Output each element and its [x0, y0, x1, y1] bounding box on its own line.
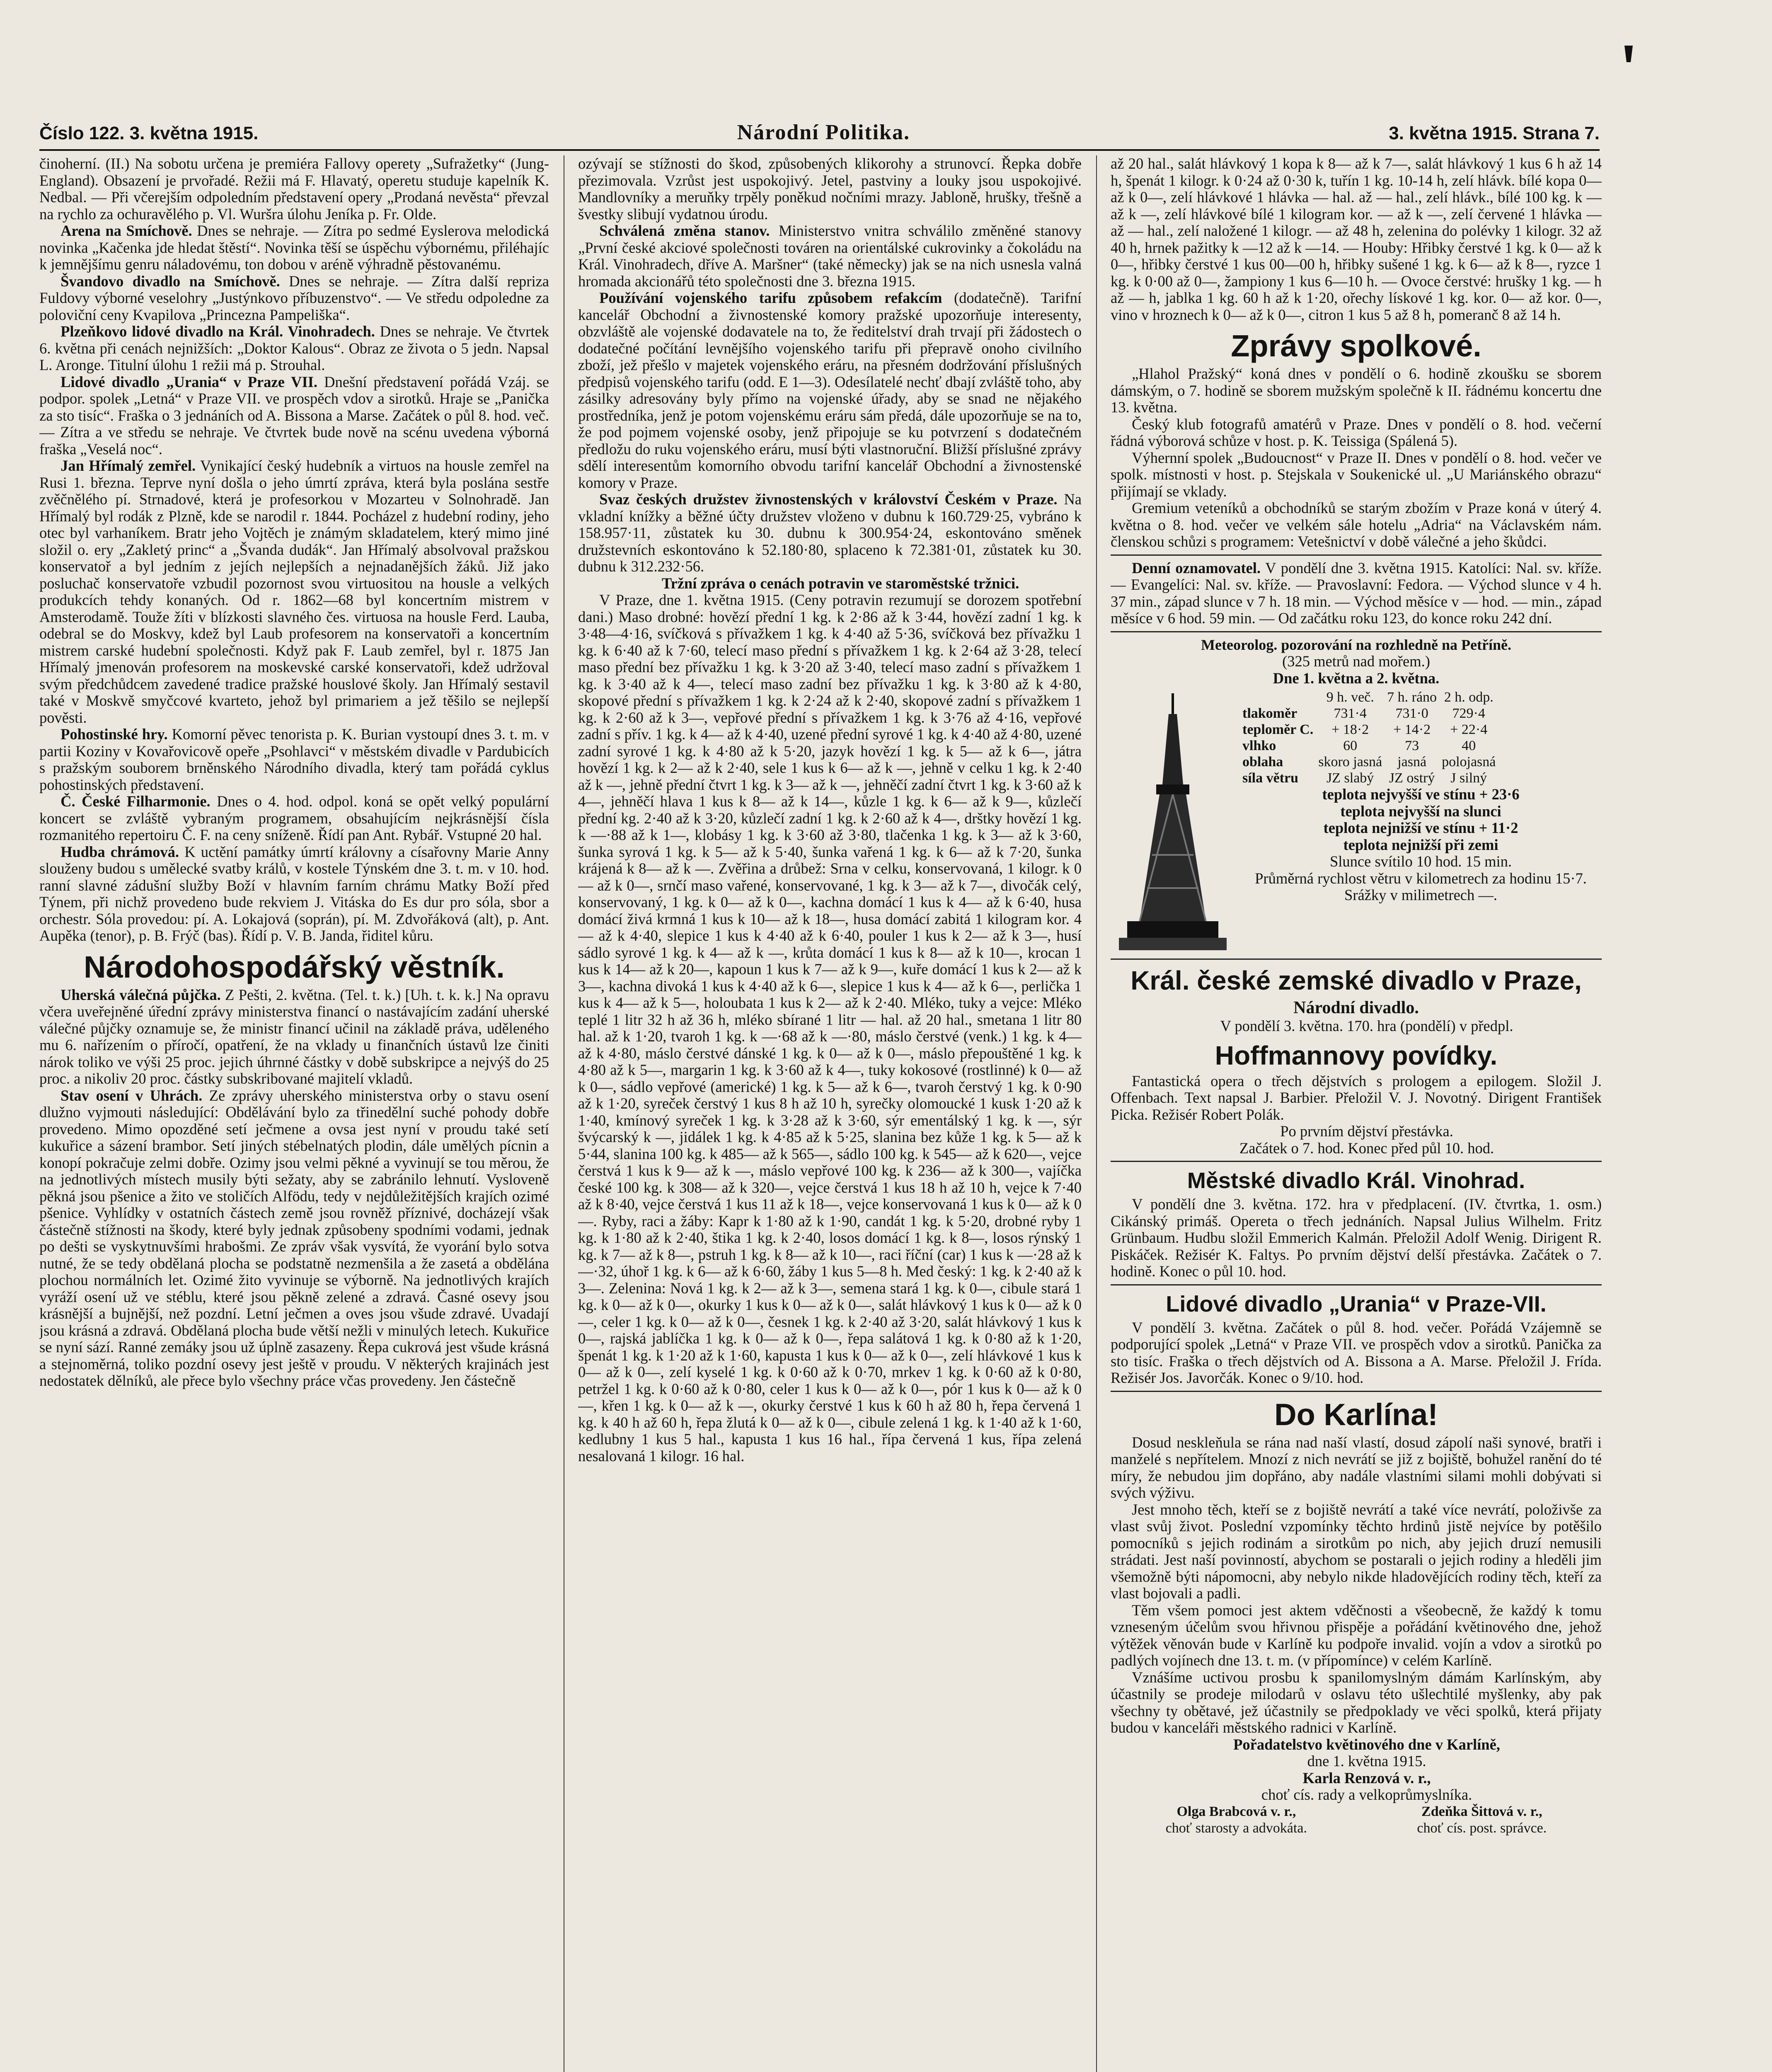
article-heading: Používání vojenského tarifu způsobem refakcím	[599, 289, 942, 306]
meteo-row	[1240, 705, 1498, 721]
meteo-label: vlhko	[1242, 738, 1276, 753]
meteo-label: oblaha	[1242, 754, 1283, 770]
theatre-line: Po prvním dějství přestávka.	[1280, 1123, 1453, 1140]
article-heading: Tržní zpráva o cenách potravin ve staroměstské tržnici.	[661, 574, 1019, 592]
meteo-notes	[1240, 786, 1602, 904]
article-paragraph	[39, 793, 549, 844]
meteo-value: JZ ostrý	[1389, 770, 1435, 786]
meteo-label: síla větru	[1242, 770, 1299, 786]
theatre-title: Městské divadlo Král. Vinohrad.	[1187, 1168, 1525, 1193]
article-paragraph	[39, 844, 549, 944]
article-text: K uctění památky úmrtí královny a císařovny Marie Anny slouženy budou s umělecké svatby králů, v kostele Týnském dne 3. t. m. v 10. hod. ranní slavné zádušní služby Boží v hlavním farním chrámu Matky Boží před Týnem, při nichž provedeno bude rekviem J. Vitáska do Es dur pro sóla, sbor a orchestr. Sóla provedou: pí. A. Lokajová (soprán), pí. M. Zdvořáková (alt), p. Ant. Aupěka (tenor), p. B. Frýč (bas). Řídí p. V. B. Janda, řiditel kůru.	[39, 843, 549, 944]
masthead-title: Národní Politika.	[737, 121, 910, 144]
column-rule	[1096, 155, 1097, 2072]
appeal-paragraph: Vznášíme uctivou prosbu k spanilomyslným dámám Karlínským, aby účastnily se prodeje milodarů v oslavu této ušlechtilé myšlenky, aby pak všechny ty obětavé, jež účastnily se předpoklady ve věci spolků, která přijaty budou v kanceláři městského radnici v Karlíně.	[1111, 1668, 1602, 1736]
article-heading: Hudba chrámová.	[61, 843, 179, 860]
meteo-value: polojasná	[1442, 754, 1496, 770]
appeal-paragraph: Těm všem pomoci jest aktem vděčnosti a všeobecně, že každý k tomu vzneseným účelům svou hřivnou přispěje a pořádání květinového dne, jehož výtěžek věnován bude v Karlíně ku podpoře invalid. vojín a vdov a sirotků po padlých vojínech dne 13. t. m. (v přípomínce) v celém Karlíně.	[1111, 1601, 1602, 1669]
meteo-row	[1240, 721, 1498, 738]
article-text: Dnes o 4. hod. odpol. koná se opět velký populární koncert se zvláště vybraným programem, obsahujícím nejkrásnější čísla rozmanitého repertoiru Č. F. na ceny sníženě. Řídí pan Ant. Rybář. Vstupné 20 hal.	[39, 793, 549, 843]
meteo-col-header: 7 h. ráno	[1387, 690, 1437, 705]
article-heading: Svaz českých družstev živnostenských v království Českém v Praze.	[599, 491, 1058, 508]
meteo-line: teplota nejnižší ve stínu + 11·2	[1323, 819, 1518, 836]
theatre-line: Začátek o 7. hod. Konec před půl 10. hod.	[1239, 1139, 1494, 1157]
signature-heading: Pořadatelstvo květinového dne v Karlíně,	[1233, 1736, 1500, 1753]
meteo-value: + 22·4	[1450, 722, 1488, 737]
meteo-title: Meteorolog. pozorování na rozhledně na Petříně.	[1201, 636, 1511, 653]
signature-name: Olga Brabcová v. r.,	[1176, 1803, 1296, 1819]
signature-block	[1166, 1803, 1307, 1837]
meteo-col-header: 2 h. odp.	[1444, 690, 1494, 705]
article-heading: Č. České Filharmonie.	[61, 793, 211, 810]
meteo-value: + 18·2	[1331, 722, 1369, 737]
market-report: V Praze, dne 1. května 1915. (Ceny potravin rezumují se dorozem spotřební dani.) Maso drobné: hovězí přední 1 kg. k 2·86 až k 3·44, hovězí zadní 1 kg. k 3·48—4·16, svíčková s přívažkem 1 kg. k 4·40 až 5·36, svíčková bez přívažku 1 kg. k 6·40 až k 7·60, telecí maso přední s přívažkem 1 kg. k 2·64 až 3·28, telecí maso přední bez přívažku 1 kg. k 3·20 až 3·40, telecí maso zadní s přívažkem 1 kg. k 3·40 až k 4—, telecí maso zadní bez přívažku 1 kg. k 3·80 až k 4·80, skopové přední s přívažkem 1 kg. k 2·24 až k 2·40, skopové zadní s přívažkem 1 kg. k 2·60 až k 3—, vepřové přední s přívažkem 1 kg. k 3·76 až 4·16, vepřové zadní s přív. 1 kg. k 4— až k 4·40, uzené přední syrové 1 kg. k 4·40 až 4·80, uzené zadní syrové 1 kg. k 4·80 až k 5·20, jazyk hovězí 1 kg. k 5— až k 6—, játra hovězí 1 kg. k 2— až k 2·40, sele 1 kus k 6— až k —, jehně v celku 1 kg. k 2·40 až k —, jehně přední čtvrt 1 kg. k 3— až k —, jehněčí zadní čtvrt 1 kg. k 3·60 až k 4—, jehněčí hlava 1 kus k 8— až k 14—, kůzle 1 kg. k 6— až k 9—, kůzlečí přední kg. 2·40 až k 3·20, kůzlečí zadní 1 kg. k 2·60 až k 4—, drštky hovězí 1 kg. k —·88 až k 1—, klobásy 1 kg. k 3·60 až 3·80, tlačenka 1 kg. k 3— až k 3·60, šunka syrová 1 kg. k 5— až k 5·40, šunka vařená 1 kg. k 6— až k 7·20, šunka krájená k 8— až k —. Zvěřina a drůbež: Srna v celku, konservovaná, 1 kilogr. k 0— až k 0—, srnčí maso vařené, konservované, 1 kg. k 3— až k 7—, divočák celý, konservovaný, 1 kg. k 0— až k 0—, kachna domácí 1 kus k 4— až k 6·40, husa domácí živá krmná 1 kus k 10— až k 18—, husa domácí zabitá 1 kilogram kor. 4— až k 4·40, slepice 1 kus k 4·40 až k 6·40, pouler 1 kus k 2— až k 3—, husí sádlo syrové 1 kg. k 4— až k —, krůta domácí 1 kus k 8— až k 10—, krocan 1 kus k 14— až k 20—, kapoun 1 kus k 7— až k 9—, kuře domácí 1 kus k 2— až k 3—, kachna divoká 1 kus k 4·40 až k 6—, slepice 1 kus k 4— až k 6—, perlička 1 kus k 4— až k 5—, holoubata 1 kus k 2— až k 2·40. Mléko, tuky a vejce: Mléko teplé 1 litr 32 h až 36 h, mléko sbírané 1 litr — hal. až 20 hal., smetana 1 litr 80 hal. až k 1·20, tvaroh 1 kg. k —·68 až k —·80, máslo čerstvé (venk.) 1 kg. k 4— až k 4·80, máslo čerstvé dánské 1 kg. k 0— až k 0—, máslo přepouštěné 1 kg. k 4·80 až k 5—, margarin 1 kg. k 3·60 až k 4—, tuky kokosové (rostlinné) k 0— až k 0—, sádlo vepřové (americké) 1 kg. k 5— až k 6—, tvaroh čerstvý 1 kg. k 0·90 až k 1·20, syreček čerstvý 1 kus 8 h až 10 h, syrečky olomoucké 1 kusk 1·20 až k 1·40, kmínový syreček 1 kg. k 3·28 až k 3·60, sýr ementálský 1 kg. k —, sýr švýcarský k —, jidálek 1 kg. k 4·85 až k 5·25, slanina bez kůže 1 kg. k 5— až k 5·44, slanina 100 kg. k 485— až k 565—, sádlo 100 kg. k 545— až k 620—, vejce čerstvá 1 kus k 9— až k —, máslo vepřové 100 kg. k 236— až k 300—, vajíčka české 100 kg. k 308— až k 320—, vejce čerstvá 1 kus 18 h až 10 h, vejce k 7·40 až k 8·40, vejce čerstvá 1 kus 11 až k 18—, vejce konservovaná 1 kus k 0— až k 0—. Ryby, raci a žáby: Kapr k 1·80 až k 1·90, candát 1 kg. k 5·20, drobné ryby 1 kg. k 1·80 až k 2·40, štika 1 kg. k 2·40, losos domácí 1 kg. k 8—, losos rýnský 1 kg. k 7— až k 8—, pstruh 1 kg. k 8— až k 10—, raci říční (car) 1 kus k —·28 až k —·32, úhoř 1 kg. k 6— až k 6·60, žáby 1 kus 5—8 h. Med český: 1 kg. k 2·40 až k 3—. Zelenina: Nová 1 kg. k 2— až k 3—, semena stará 1 kg. k 0—, cibule stará 1 kg. k 0— až k 0—, okurky 1 kus k 0— až k 0—, salát hlávkový 1 kus k 0— až k 0—, celer 1 kg. k 0— až k 0—, česnek 1 kg. k 2·40 až 3·20, salát hlávkový 1 kus k 0—, rajská jablíčka 1 kg. k 0— až k 0—, řepa salátová 1 kg. k 0·80 až k 1·20, špenát 1 kg. k 1·20 až k 1·60, kapusta 1 kus k 0— až k 0—, zelí hlávkové 1 kus k 0— až k 0—, zelí kyselé 1 kg. k 0·60 až k 0·70, mrkev 1 kg. k 0·60 až k 0·80, petržel 1 kg. k 0·60 až k 0·80, celer 1 kus k 0— až k 0—, pór 1 kus k 0— až k 0—, křen 1 kg. k 0— až k —, okurky čerstvé 1 kus k 60 h až 80 h, řepa červená 1 kg. k 40 h až 60 h, řepa žlutá k 0— až k 0—, cibule zelená 1 kg. k 1·40 až k 1·60, kedlubny 1 kus 5 hal., kapusta 1 kus 16 hal., řípa červená 1 kus, řípa zelená nesalovaná 1 kilogr. 16 hal.	[578, 591, 1082, 1464]
article-text: Ze zprávy uherského ministerstva orby o stavu osení dlužno vyjmouti následující: Obdělávání bylo za třinedělní suché pohody dobře provedeno. Mimo opozděné setí ječmene a ovsa jest nyní v proudu také setí kukuřice a sázení brambor. Setí jiných stébelnatých plodin, dále umělých pícnin a konopí pokračuje zelmi dobře. Ozimy jsou velmi pěkné a vyvinují se tou měrou, že na jednotlivých místech musily býti sežaty, aby se zabránilo lehnutí. Vysloveně pěkná jsou pšenice a žito ve stoličích Alfödu, tedy v nejdůležitějších krajích ozimé pšenice. Vyhlídky v ostatních částech země jsou rovněž příznivé, docházejí však částečně stížnosti na škody, které byly jednak způsobeny spodními vodami, jednak po dešti se vyskytnuvšími hrabošmi. Ze zpráv však vysvítá, že vyorání bylo sotva nutné, že se tedy obdělaná plocha se podstatně nezmenšila a že zasetá a obdělána plochou normálních let. Ozimé žito vyvinuje se výborně. Na jednotlivých krajích vyráží osení už ve stéblu, které jsou pěkně zelené a zdravá. Časné osevy jsou krásnější a bujnější, než pozdní. Letní ječmen a oves jsou všude zdravé. Uvadají jsou krásná a zdravá. Obdělaná plocha bude větší nežli v minulých letech. Kukuřice se nyní sází. Ranné zemáky jsou už úplně zasazeny. Řepa cukrová jest všude krásná a stejnoměrná, toliko pozdní osevy jest ještě v proudu. V některých krajinách jest nedostatek dělníků, ale přece bylo všechny práce včas provedeny. Jen částečně	[39, 1087, 549, 1389]
theatre-title: Král. české zemské divadlo v Praze,	[1130, 966, 1582, 995]
divider	[1111, 1161, 1602, 1162]
appeal-paragraph: Jest mnoho těch, kteří se z bojiště nevrátí a také více nevrátí, položivše za vlast svůj život. Poslední vzpomínky těchto hrdinů jistě nejvíce by potěšilo pomocníků s jejich rodinám a sirotkům po nich, aby jejich druzí nemusili strádati. Jest naší povinností, abychom se postarali o jejich rodiny a hleděli jim všemožně býti nápomocni, aby nebylo nikde hladovějících rodiny těch, kteří za vlast bojovali a padli.	[1111, 1501, 1602, 1602]
signature-date: dne 1. května 1915.	[1307, 1752, 1426, 1769]
meteo-line: Slunce svítilo 10 hod. 15 min.	[1329, 853, 1512, 870]
article-paragraph	[39, 987, 549, 1087]
article-paragraph	[39, 374, 549, 458]
column-2	[578, 155, 1082, 2072]
meteo-table	[1240, 689, 1498, 786]
meteo-line: teplota nejvyšší ve stínu + 23·6	[1322, 786, 1520, 803]
article-paragraph	[578, 491, 1082, 575]
meteo-row	[1240, 770, 1498, 786]
article-heading: Jan Hřímalý zemřel.	[61, 457, 196, 474]
article-text: Vynikající český hudebník a virtuos na housle zemřel na Rusi 1. března. Teprve nyní došla o jeho úmrtí zpráva, která byla poslána sestře zvěčnělého pí. Strnadové, která je profesorkou v Mozarteu v Solnohradě. Jan Hřímalý byl rodák z Plzně, kde se narodil r. 1844. Pocházel z hudební rodiny, jeho otec byl varhaníkem. Bratr jeho Vojtěch je známým skladatelem, který mimo jiné složil o. ery „Zakletý princ“ a „Švanda dudák“. Jan Hřímalý absolvoval pražskou konservatoř a byl jedním z jejích nejlepších a nejnadanějších žáků. Již jako posluchač konservatoře vzbudil pozornost svou virtuositou na housle a velkých produkcích tehdy konaných. Od r. 1862—68 byl koncertním mistrem v Amsterodamě. Touže žíti v blízkosti slavného čes. virtuosa na housle Ferd. Lauba, odebral se do Moskvy, kdež byl Laub profesorem na konservatoři a koncertním mistrem carské hudební společnosti. Když pak F. Laub zemřel, byl r. 1875 Jan Hřímalý jmenován profesorem na moskevské carské konservatoři, kdež udržoval svým předchůdcem zavedené tradice pražské houslové školy. Jan Hřímalý sestavil také v Moskvě smyčcové kvarteto, jehož byl primariem a jež těšilo se nejlepší pověsti.	[39, 457, 549, 726]
play-title: Hoffmannovy povídky.	[1215, 1040, 1498, 1070]
article-text: Ministerstvo vnitra schválilo změněné stanovy „První české akciové společnosti továren na orientálské cukrovinky a čokoládu na Král. Vinohradech, dříve A. Maršner“ (také německy) jak se na nich usnesla valná hromada akcionářů této společnosti dne 3. března 1915.	[578, 222, 1082, 290]
signature-name: Zdeňka Šittová v. r.,	[1421, 1803, 1542, 1819]
divider	[1111, 554, 1602, 556]
article-text: (dodatečně). Tarifní kancelář Obchodní a živnostenské komory pražské upozorňuje interesenty, obzvláště ale vojenské dodavatele na to, že ředitelství drah trvají při žádostech o dodatečné počítání levnějšího vojenského tarifu při přepravě onoho civilního zboží, jež přešlo v majetek vojenského eráru, na přesném dodržování příslušných předpisů vojenského tarifu (odd. E 1—3). Odesílatelé nechť dbají zvláště toho, aby zásilky adresovány byly přímo na vojenské úřady, aby se snad ne nějakého prostředníka, jenž je potom vojenskému eráru sám předá, dále upozorňuje se na to, že pod pojmem vojenské osoby, jenž připojuje se ku potvrzení s dodatečném předložu do ruku vojenského eráru, musí býti vlastnoruční. Bližší příslušné zprávy sdělí interesentům komorního obvodu tarifní kancelář Obchodní a živnostenské komory v Praze.	[578, 289, 1082, 491]
meteo-label: teploměr C.	[1242, 722, 1314, 737]
divider	[1111, 959, 1602, 960]
theatre-text: Fantastická opera o třech dějstvích s prologem a epilogem. Složil J. Offenbach. Text napsal J. Barbier. Přeložil V. J. Novotný. Dirigent František Picka. Režisér Robert Polák.	[1111, 1072, 1602, 1123]
meteo-block	[1111, 689, 1602, 954]
article-heading: Lidové divadlo „Urania“ v Praze VII.	[61, 373, 318, 390]
divider	[1111, 631, 1602, 632]
meteo-value: 40	[1462, 738, 1476, 753]
meteo-value: jasná	[1397, 754, 1427, 770]
article-paragraph	[39, 457, 549, 726]
meteo-label: tlakoměr	[1242, 706, 1298, 721]
club-notice: Gremium veteníků a obchodníků se starým zbožím v Praze koná v úterý 4. května o 8. hod. večer ve velkém sále hotelu „Adria“ na Václavském nám. členskou schůzi s programem: Vetešnictví v době válečné a jeho škůdci.	[1111, 499, 1602, 550]
meteo-value: JZ slabý	[1327, 770, 1374, 786]
article-text: Z Pešti, 2. května. (Tel. t. k.) [Uh. t. k. k.] Na opravu včera uveřejněné úřední zprávy ministerstva financí o nastávajícím zadání uherské válečné půjčky oznamuje se, že ministr financí učinil na základě práva, uděleného mu 6. nařízením o příročí, opatření, že na vklady u finančních ústavů lze činiti nárok toliko ve výši 25 proc. jejich úhrnné částky v době subskripce a nejvýš do 25 proc. a nikoliv 20 proc. částky subskribované majitelí vkladů.	[39, 986, 549, 1087]
divider	[1111, 1391, 1602, 1392]
club-notice: Výhernní spolek „Budoucnost“ v Praze II. Dnes v pondělí o 8. hod. večer ve spolk. místnosti v host. p. Stejskala v Soukenické ul. „U Mariánského obrazu“ přijímají se vklady.	[1111, 449, 1602, 500]
article-text: Na vkladní knížky a běžné účty družstev vloženo v dubnu k 160.729·25, vybráno k 158.957·11, zůstatek ku 30. dubnu k 300.954·24, eskontováno směnek družstevních eskontováno k 52.180·80, splaceno k 72.381·01, zůstatek ku 30. dubnu k 312.232·56.	[578, 491, 1082, 575]
meteo-col-header: 9 h. več.	[1326, 690, 1374, 705]
article-text: V pondělí dne 3. května 1915. Katolíci: Nal. sv. kříže. — Evangelíci: Nal. sv. kříže. — Pravoslavní: Fedora. — Východ slunce v 4 h. 37 min., západ slunce v 7 h. 18 min. — Východ měsíce v — hod. — min., západ měsíce v 6 hod. 59 min. — Od začátku roku 123, do konce roku 242 dní.	[1111, 559, 1602, 627]
article-paragraph: ozývají se stížnosti do škod, způsobených klikorohy a strunovcí. Řepka dobře přezimovala. Vzrůst jest uspokojivý. Jetel, pastviny a louky jsou uspokojivé. Mandlovníky a meruňky trpěly poněkud nočními mrazy. Jabloně, hrušky, třešně a švestky slibují vydatnou úrodu.	[578, 155, 1082, 223]
theatre-text: V pondělí 3. května. Začátek o půl 8. hod. večer. Pořádá Vzájemně se podporující spolek „Letná“ v Praze VII. ve prospěch vdov a sirotků. Panička za sto tisíc. Fraška o třech dějstvích od A. Bissona a A. Marse. Přeložil J. Frída. Režisér Jos. Javorčák. Konec o 9/10. hod.	[1111, 1319, 1602, 1386]
club-notice: „Hlahol Pražský“ koná dnes v pondělí o 6. hodině zkoušku se sborem dámským, o 7. hodině se sborem mužským společně k II. řádnému koncertu dne 13. května.	[1111, 365, 1602, 416]
article-heading: Pohostinské hry.	[61, 726, 168, 743]
meteo-value: 729·4	[1452, 706, 1485, 721]
column-3	[1111, 155, 1602, 2072]
appeal-title: Do Karlína!	[1274, 1397, 1438, 1432]
article-paragraph	[39, 273, 549, 324]
club-notice: Český klub fotografů amatérů v Praze. Dnes v pondělí o 8. hod. večerní řádná výborová schůze v host. p. K. Teissiga (Spálená 5).	[1111, 415, 1602, 449]
theatre-text: V pondělí dne 3. května. 172. hra v předplacení. (IV. čtvrtka, 1. osm.) Cikánský primáš. Opereta o třech jednáních. Napsal Julius Wilhelm. Fritz Grünbaum. Hudbu složil Emmerich Kalmán. Přeložil Adolf Wenig. Dirigent R. Piskáček. Režisér K. Faltys. Po prvním dějství delší přestávka. Začátek o 7. hodině. Konec o půl 10. hod.	[1111, 1196, 1602, 1280]
issue-info: Číslo 122. 3. května 1915.	[39, 123, 259, 143]
meteo-header-row	[1240, 689, 1498, 705]
article-text: Dnes se nehraje. — Zítra po sedmé Eyslerova melodická novinka „Kačenka jde hledat štěstí“. Novinka těší se úspěchu výbornému, přiléhajíc k jemnějšímu genru náladovému, ton dobou v aréně výhradně pěstovanému.	[39, 222, 549, 273]
signature-role: choť starosty a advokáta.	[1165, 1820, 1307, 1836]
meteo-value: skoro jasná	[1318, 754, 1382, 770]
daily-announcer	[1111, 560, 1602, 627]
signature-role: choť cís. post. správce.	[1417, 1820, 1547, 1836]
meteo-date: Dne 1. května a 2. května.	[1273, 669, 1440, 687]
column-1	[39, 155, 549, 2072]
article-paragraph: činoherní. (II.) Na sobotu určena je premiéra Fallovy operety „Sufražetky“ (Jung-England). Obsazení je prvořadé. Režii má F. Hlavatý, operetu studuje kapelník K. Nedbal. — Při včerejším odpoledním představení opery „Prodaná nevěsta“ převzal na rychlo za ochuravělého p. Vl. Wuršra úlohu Jeníka p. Fr. Olde.	[39, 155, 549, 223]
meteo-subtitle: (325 metrů nad mořem.)	[1282, 653, 1430, 670]
theatre-title: Lidové divadlo „Urania“ v Praze-VII.	[1166, 1291, 1547, 1317]
article-paragraph	[578, 290, 1082, 491]
article-heading: Stav osení v Uhrách.	[61, 1087, 203, 1104]
page-info: 3. května 1915. Strana 7.	[1389, 123, 1600, 143]
page-header	[39, 120, 1600, 151]
meteo-line: teplota nejnižší při zemi	[1343, 836, 1498, 853]
meteo-value: 731·0	[1395, 706, 1428, 721]
theatre-subtitle: Národní divadlo.	[1293, 998, 1419, 1017]
meteo-value: J silný	[1450, 770, 1487, 786]
meteo-value: + 14·2	[1393, 722, 1431, 737]
article-text: Dnes se nehraje. — Zítra další repriza Fuldovy výborné veselohry „Justýnkovo příbuzenstvo“. — Ve středu odpoledne za poloviční ceny Kvapilova „Princezna Pampeliška“.	[39, 272, 549, 323]
article-text: Komorní pěvec tenorista p. K. Burian vystoupí dnes 3. t. m. v partii Koziny v Kovařovicově opeře „Psohlavci“ v městském divadle v Pardubicích s pražským souborem brněnského Národního divadla, který tam pořádá cyklus pohostinských představení.	[39, 726, 549, 793]
article-text: Dnes se nehraje. Ve čtvrtek 6. května při cenách nejnižších: „Doktor Kalous“. Obraz ze života o 5 jedn. Napsal L. Aronge. Titulní úlohu 1 režii má p. Strouhal.	[39, 323, 549, 373]
meteo-value: 73	[1405, 738, 1419, 753]
section-title: Národohospodářský věstník.	[84, 949, 505, 984]
meteo-line: teplota nejvyšší na slunci	[1340, 802, 1501, 820]
article-heading: Schválená změna stanov.	[599, 222, 770, 239]
article-heading: Uherská válečná půjčka.	[61, 986, 221, 1003]
signature-name: Karla Renzová v. r.,	[1302, 1769, 1431, 1786]
signature-row	[1111, 1803, 1602, 1837]
article-heading: Švandovo divadlo na Smíchově.	[61, 272, 280, 290]
article-heading: Denní oznamovatel.	[1132, 559, 1261, 576]
article-text: Dnešní představení pořádá Vzáj. se podpor. spolek „Letná“ v Praze VII. ve prospěch vdov a sirotků. Hraje se „Panička za sto tisíc“. Fraška o 3 jednáních od A. Bissona a Marse. Začátek o půl 8. hod. več. — Zítra a ve středu se nehraje. Ve čtvrtek bude nově na scénu uvedena výborná fraška „Veselá noc“.	[39, 373, 549, 457]
article-paragraph	[39, 726, 549, 793]
section-title: Zprávy spolkové.	[1231, 329, 1482, 363]
meteo-value: 731·4	[1334, 706, 1367, 721]
meteo-value: 60	[1343, 738, 1358, 753]
meteo-row	[1240, 754, 1498, 770]
meteo-line: Srážky v milimetrech —.	[1344, 886, 1497, 903]
petrin-tower-illustration	[1111, 689, 1235, 954]
signature-block	[1417, 1803, 1547, 1837]
article-heading: Arena na Smíchově.	[61, 222, 192, 239]
meteo-row	[1240, 738, 1498, 754]
page-corner-mark	[1616, 41, 1641, 66]
article-paragraph: až 20 hal., salát hlávkový 1 kopa k 8— až k 7—, salát hlávkový 1 kus 6 h až 14 h, špenát 1 kilogr. k 0·24 až 0·30 k, tuřín 1 kg. 10-14 h, zelí hlávk. bílé kopa 0— až k 0—, zelí hlávkové 1 hlávka — hal. až — hal., zelí hlávk., bílé 100 kg. k — až k —, zelí hlávkové bílé 1 kilogram kor. — až k —, zelí červené 1 hlávka — až — hal., zelí naložené 1 kilogr. — až 48 h, zelenina do polévky 1 kilogr. 32 až 40 h, hrnek pažitky k —12 až k —14. — Houby: Hřibky čerstvé 1 kg. k 0— až k 0—, hřibky čerstvé 1 kus 00—00 h, hřibky sušené 1 kg. k 6— až k 8—, ryzce 1 kg. k 0·00 až 0—, žampiony 1 kus 6—10 h. — Ovoce čerstvé: hrušky 1 kg. — h až — h, jablka 1 kg. 60 h až k 1·20, ořechy lískové 1 kg. kor. 0— až kor. 0—, vino v hroznech k 0— až k 0—, citron 1 kus 5 až 8 h, pomeranč 8 až 14 h.	[1111, 155, 1602, 323]
article-paragraph	[39, 1087, 549, 1389]
article-heading: Plzeňkovo lidové divadlo na Král. Vinohradech.	[61, 323, 375, 340]
divider	[1111, 1284, 1602, 1285]
appeal-paragraph: Dosud neskleňula se rána nad naší vlastí, dosud zápolí naši synové, bratři i manželé s nepřítelem. Mnozí z nich nevrátí se již z bojiště, bohužel ranění do té míry, že nebudou jim dopřáno, aby nadále vlastními silami mohli dobývati si svých výživu.	[1111, 1433, 1602, 1501]
article-paragraph	[578, 223, 1082, 290]
article-paragraph	[39, 223, 549, 273]
theatre-line: V pondělí 3. května. 170. hra (pondělí) v předpl.	[1220, 1017, 1513, 1034]
article-paragraph	[39, 323, 549, 374]
meteo-line: Průměrná rychlost větru v kilometrech za hodinu 15·7.	[1255, 869, 1587, 887]
signature-role: choť cís. rady a velkoprůmyslníka.	[1261, 1786, 1472, 1803]
